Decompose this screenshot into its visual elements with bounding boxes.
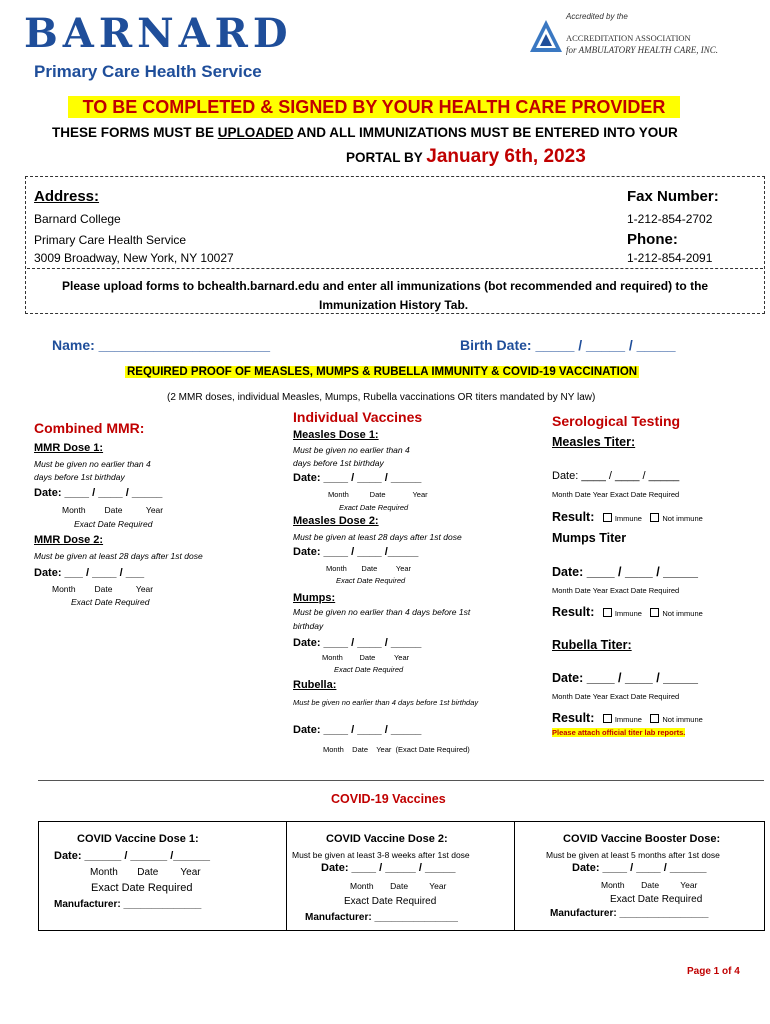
rubella-titer-label: Rubella Titer: [552,638,632,652]
measles1-note-b: days before 1st birthday [293,458,384,468]
mmr-dose1-note-b: days before 1st birthday [34,472,125,482]
rubella-immune-checkbox[interactable] [603,714,612,723]
mmr-dose1-mdy: Month Date Year [62,505,164,515]
service-subtitle: Primary Care Health Service [34,62,262,81]
deadline: January 6th, 2023 [426,146,586,167]
rubella-mdy: Month Date Year (Exact Date Required) [323,745,470,754]
measles2-label: Measles Dose 2: [293,515,379,527]
rubella-not-immune-checkbox[interactable] [650,714,659,723]
mumps-note-b: birthday [293,621,324,631]
measles-titer-date[interactable]: Date: ____ / ____ / _____ [552,470,680,482]
birth-date-field[interactable]: Birth Date: _____ / _____ / _____ [460,337,676,353]
contact-divider [27,268,763,269]
name-field[interactable]: Name: ______________________ [52,337,270,353]
mmr-dose2-label: MMR Dose 2: [34,534,104,546]
mmr-dose1-date[interactable]: Date: ____ / ____ / _____ [34,487,163,499]
notice-line2: PORTAL BY January 6th, 2023 [346,146,586,167]
covid-booster-exact: Exact Date Required [610,894,703,905]
mumps-label: Mumps: [293,592,336,604]
covid-booster-manufacturer[interactable]: Manufacturer: ________________ [550,908,709,919]
notice-title: TO BE COMPLETED & SIGNED BY YOUR HEALTH CARE PROVIDER [68,96,680,118]
mmr-dose2-note: Must be given at least 28 days after 1st dose [34,551,203,561]
measles1-date[interactable]: Date: ____ / ____ / _____ [293,472,422,484]
triangle-logo-icon [528,18,564,54]
required-sub: (2 MMR doses, individual Measles, Mumps, Rubella vaccinations OR titers mandated by NY law) [167,392,596,403]
measles2-date[interactable]: Date: ____ / ____ /_____ [293,546,419,558]
rubella-titer-result: Result: Immune Not immune [552,711,703,725]
covid-booster-date[interactable]: Date: ____ / ____ / ______ [572,862,707,874]
measles1-label: Measles Dose 1: [293,429,379,441]
covid-booster-title: COVID Vaccine Booster Dose: [563,833,721,845]
covid-dose1-manufacturer[interactable]: Manufacturer: ______________ [54,899,202,910]
covid-dose1-mdy: Month Date Year [90,867,201,878]
measles1-mdy: Month Date Year [328,490,428,499]
rubella-date[interactable]: Date: ____ / ____ / _____ [293,724,422,736]
address-line3: 3009 Broadway, New York, NY 10027 [34,251,234,265]
mmr-dose1-label: MMR Dose 1: [34,442,104,454]
aaahc-logo [528,18,564,54]
accredited-by: Accredited by the [566,12,628,21]
rubella-note: Must be given no earlier than 4 days before 1st birthday [293,698,479,707]
measles2-mdy: Month Date Year [326,564,412,573]
covid-col-divider-2 [514,821,515,931]
mumps-immune-checkbox[interactable] [603,608,612,617]
section-divider [38,780,764,781]
titer-attach-note: Please attach official titer lab reports. [552,728,686,737]
covid-dose2-title: COVID Vaccine Dose 2: [326,833,448,845]
accred-org-line1: ACCREDITATION ASSOCIATION [566,33,691,43]
mumps-titer-label: Mumps Titer [552,531,627,545]
covid-title: COVID-19 Vaccines [331,792,446,806]
individual-title: Individual Vaccines [293,409,423,425]
rubella-titer-mdy: Month Date Year Exact Date Required [552,692,680,701]
page-number: Page 1 of 4 [687,966,740,977]
serology-title: Serological Testing [552,413,681,429]
phone-value: 1-212-854-2091 [627,251,713,265]
measles1-note-a: Must be given no earlier than 4 [293,445,410,455]
barnard-logo: BARNARD [24,10,293,57]
measles1-exact: Exact Date Required [339,503,409,512]
covid-dose2-exact: Exact Date Required [344,896,437,907]
measles2-exact: Exact Date Required [336,576,406,585]
mmr-dose2-mdy: Month Date Year [52,584,154,594]
phone-label: Phone: [627,231,678,248]
measles-titer-label: Measles Titer: [552,435,636,449]
mumps-titer-date[interactable]: Date: ____ / ____ / _____ [552,565,698,579]
required-heading: REQUIRED PROOF OF MEASLES, MUMPS & RUBELLA IMMUNITY & COVID-19 VACCINATION [127,366,638,378]
rubella-titer-date[interactable]: Date: ____ / ____ / _____ [552,671,698,685]
covid-dose1-exact: Exact Date Required [91,882,193,894]
mumps-not-immune-checkbox[interactable] [650,608,659,617]
rubella-label: Rubella: [293,679,337,691]
covid-dose2-date[interactable]: Date: ____ / _____ / _____ [321,862,456,874]
mumps-date[interactable]: Date: ____ / ____ / _____ [293,637,422,649]
fax-label: Fax Number: [627,188,719,205]
fax-value: 1-212-854-2702 [627,212,713,226]
covid-booster-note: Must be given at least 5 months after 1st dose [546,850,720,860]
accred-org-line2: for AMBULATORY HEALTH CARE, INC. [566,45,719,55]
covid-dose2-manufacturer[interactable]: Manufacturer: _______________ [305,912,458,923]
mmr-dose1-note-a: Must be given no earlier than 4 [34,459,151,469]
mmr-title: Combined MMR: [34,420,145,436]
measles2-note: Must be given at least 28 days after 1st dose [293,532,462,542]
mmr-dose2-date[interactable]: Date: ___ / ____ / ___ [34,567,145,579]
covid-dose2-note: Must be given at least 3-8 weeks after 1st dose [292,850,470,860]
covid-dose1-title: COVID Vaccine Dose 1: [77,833,199,845]
mumps-exact: Exact Date Required [334,665,404,674]
covid-dose1-date[interactable]: Date: ______ / ______ /______ [54,850,210,862]
address-line2: Primary Care Health Service [34,233,187,247]
mumps-mdy: Month Date Year [322,653,410,662]
covid-col-divider-1 [286,821,287,931]
mumps-titer-mdy: Month Date Year Exact Date Required [552,586,680,595]
notice-line1: THESE FORMS MUST BE UPLOADED AND ALL IMMUNIZATIONS MUST BE ENTERED INTO YOUR [52,125,678,140]
address-line1: Barnard College [34,212,121,226]
measles-not-immune-checkbox[interactable] [650,513,659,522]
covid-dose2-mdy: Month Date Year [350,881,447,891]
measles-titer-mdy: Month Date Year Exact Date Required [552,490,680,499]
covid-booster-mdy: Month Date Year [601,880,698,890]
address-label: Address: [34,188,100,205]
mmr-dose2-exact: Exact Date Required [71,597,150,607]
mumps-titer-result: Result: Immune Not immune [552,605,703,619]
upload-instructions-2: Immunization History Tab. [319,298,469,312]
measles-titer-result: Result: Immune Not immune [552,510,703,524]
mumps-note-a: Must be given no earlier than 4 days before 1st [293,607,471,617]
upload-instructions-1: Please upload forms to bchealth.barnard.edu and enter all immunizations (bot recommended and required) to the [62,279,709,293]
mmr-dose1-exact: Exact Date Required [74,519,153,529]
measles-immune-checkbox[interactable] [603,513,612,522]
